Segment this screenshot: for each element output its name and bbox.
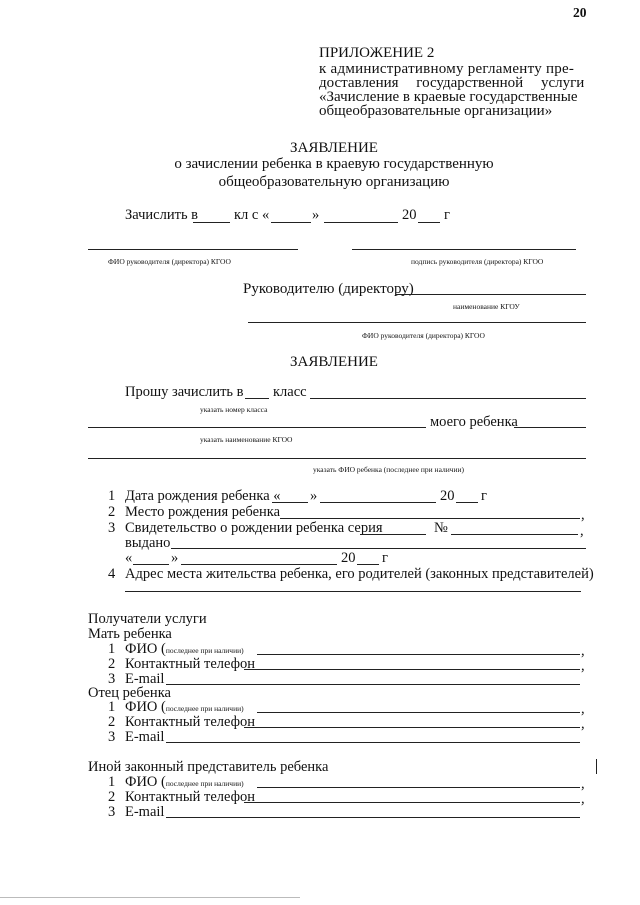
- class-number-caption: указать номер класса: [200, 405, 268, 414]
- mother-section-title: Мать ребенка: [88, 626, 172, 642]
- birth-close-quote: »: [310, 488, 318, 504]
- mother-fio-field[interactable]: [257, 654, 580, 655]
- to-head-label: Руководителю (директору): [243, 281, 414, 297]
- other-item-3: 3: [108, 804, 116, 820]
- child-fio-caption: указать ФИО ребенка (последнее при наличии): [313, 465, 465, 474]
- item-number-2: 2: [108, 504, 116, 520]
- issued-year-field[interactable]: [357, 564, 379, 565]
- father-section-title: Отец ребенка: [88, 685, 171, 701]
- enroll-prefix: Зачислить в: [125, 207, 199, 223]
- head-signature-caption: подпись руководителя (директора) КГОО: [411, 257, 544, 266]
- birth-year-g: г: [481, 488, 487, 504]
- enroll-year-prefix: 20: [402, 207, 417, 223]
- page-number: 20: [573, 5, 587, 20]
- kgoo-caption: указать наименование КГОО: [200, 435, 293, 444]
- father-phone-label: Контактный телефон: [125, 714, 256, 730]
- class-number-field[interactable]: [245, 398, 269, 399]
- form-subheading-2: общеобразовательную организацию: [218, 174, 450, 190]
- issued-close-quote: »: [171, 550, 179, 566]
- child-name-start-field[interactable]: [514, 427, 586, 428]
- item-number-1: 1: [108, 488, 116, 504]
- certificate-series-field[interactable]: [360, 534, 426, 535]
- head-fio-field[interactable]: [248, 322, 586, 323]
- birth-place-label: Место рождения ребенка: [125, 504, 281, 520]
- mother-phone-label: Контактный телефон: [125, 656, 256, 672]
- father-phone-comma: ,: [581, 716, 585, 732]
- mother-email-label: E-mail: [125, 671, 165, 687]
- address-label: Адрес места жительства ребенка, его родителей (законных представителей): [125, 566, 594, 582]
- form-heading: ЗАЯВЛЕНИЕ: [290, 140, 378, 156]
- other-fio-comma: ,: [581, 776, 585, 792]
- child-fio-field[interactable]: [88, 458, 586, 459]
- mother-phone-field[interactable]: [244, 669, 580, 670]
- recipients-title: Получатели услуги: [88, 611, 207, 627]
- kgou-name-field[interactable]: [396, 294, 586, 295]
- birth-year-prefix: 20: [440, 488, 455, 504]
- mother-phone-comma: ,: [581, 658, 585, 674]
- certificate-number-sign: №: [434, 520, 448, 536]
- father-fio-comma: ,: [581, 701, 585, 717]
- other-phone-label: Контактный телефон: [125, 789, 256, 805]
- other-email-label: E-mail: [125, 804, 165, 820]
- enroll-month-field[interactable]: [324, 222, 398, 223]
- enroll-class-field[interactable]: [193, 222, 230, 223]
- mother-item-2: 2: [108, 656, 116, 672]
- father-phone-field[interactable]: [244, 727, 580, 728]
- other-phone-comma: ,: [581, 791, 585, 807]
- mother-fio-comma: ,: [581, 643, 585, 659]
- father-fio-field[interactable]: [257, 712, 580, 713]
- issued-month-field[interactable]: [181, 564, 337, 565]
- kgou-caption: наименование КГОУ: [453, 302, 520, 311]
- head-fio-caption: ФИО руководителя (директора) КГОО: [108, 257, 231, 266]
- scan-edge-line: [0, 897, 300, 898]
- issued-open-quote: «: [125, 550, 133, 566]
- enroll-year-g: г: [444, 207, 450, 223]
- other-email-field[interactable]: [166, 817, 580, 818]
- issued-day-field[interactable]: [133, 564, 169, 565]
- birth-year-field[interactable]: [456, 502, 478, 503]
- enroll-from-label: кл с «: [234, 207, 270, 223]
- appendix-line-1: к административному регламенту пре-: [319, 61, 575, 77]
- mother-fio-label: ФИО (последнее при наличии): [125, 641, 244, 657]
- enroll-year-field[interactable]: [418, 222, 440, 223]
- kgoo-name-field[interactable]: [88, 427, 426, 428]
- other-fio-field[interactable]: [257, 787, 580, 788]
- class-label: класс: [273, 384, 307, 400]
- item-number-3: 3: [108, 520, 116, 536]
- appendix-line-2: доставления государственной услуги: [319, 75, 585, 91]
- margin-mark: [596, 759, 597, 774]
- request-label: Прошу зачислить в: [125, 384, 244, 400]
- issued-by-field[interactable]: [171, 548, 586, 549]
- birth-date-label: Дата рождения ребенка «: [125, 488, 281, 504]
- mother-item-1: 1: [108, 641, 116, 657]
- head-signature-line[interactable]: [352, 249, 576, 250]
- birth-month-field[interactable]: [320, 502, 436, 503]
- statement-title: ЗАЯВЛЕНИЕ: [290, 354, 378, 370]
- father-email-label: E-mail: [125, 729, 165, 745]
- certificate-comma: ,: [580, 523, 584, 539]
- address-field[interactable]: [125, 591, 581, 592]
- birth-place-field[interactable]: [280, 518, 580, 519]
- certificate-label: Свидетельство о рождении ребенка серия: [125, 520, 383, 536]
- other-phone-field[interactable]: [244, 802, 580, 803]
- father-fio-label: ФИО (последнее при наличии): [125, 699, 244, 715]
- enroll-close-quote: »: [312, 207, 320, 223]
- other-representative-title: Иной законный представитель ребенка: [88, 759, 329, 775]
- appendix-line-3: «Зачисление в краевые государственные: [319, 89, 578, 105]
- father-item-1: 1: [108, 699, 116, 715]
- father-item-3: 3: [108, 729, 116, 745]
- form-subheading-1: о зачислении ребенка в краевую государственную: [174, 156, 494, 172]
- appendix-line-4: общеобразовательные организации»: [319, 103, 553, 119]
- birth-day-field[interactable]: [272, 502, 308, 503]
- enroll-day-field[interactable]: [271, 222, 311, 223]
- mother-email-field[interactable]: [166, 684, 580, 685]
- head-fio-sign-line[interactable]: [88, 249, 298, 250]
- certificate-number-field[interactable]: [451, 534, 578, 535]
- father-item-2: 2: [108, 714, 116, 730]
- issued-year-g: г: [382, 550, 388, 566]
- issued-year-prefix: 20: [341, 550, 356, 566]
- my-child-label: моего ребенка: [430, 414, 518, 430]
- head-fio-field-caption: ФИО руководителя (директора) КГОО: [362, 331, 485, 340]
- birth-place-comma: ,: [581, 507, 585, 523]
- other-item-1: 1: [108, 774, 116, 790]
- appendix-title: ПРИЛОЖЕНИЕ 2: [319, 45, 435, 61]
- mother-item-3: 3: [108, 671, 116, 687]
- father-email-field[interactable]: [166, 742, 580, 743]
- issued-label: выдано: [125, 535, 171, 551]
- other-fio-label: ФИО (последнее при наличии): [125, 774, 244, 790]
- other-item-2: 2: [108, 789, 116, 805]
- class-extra-field[interactable]: [310, 398, 586, 399]
- item-number-4: 4: [108, 566, 116, 582]
